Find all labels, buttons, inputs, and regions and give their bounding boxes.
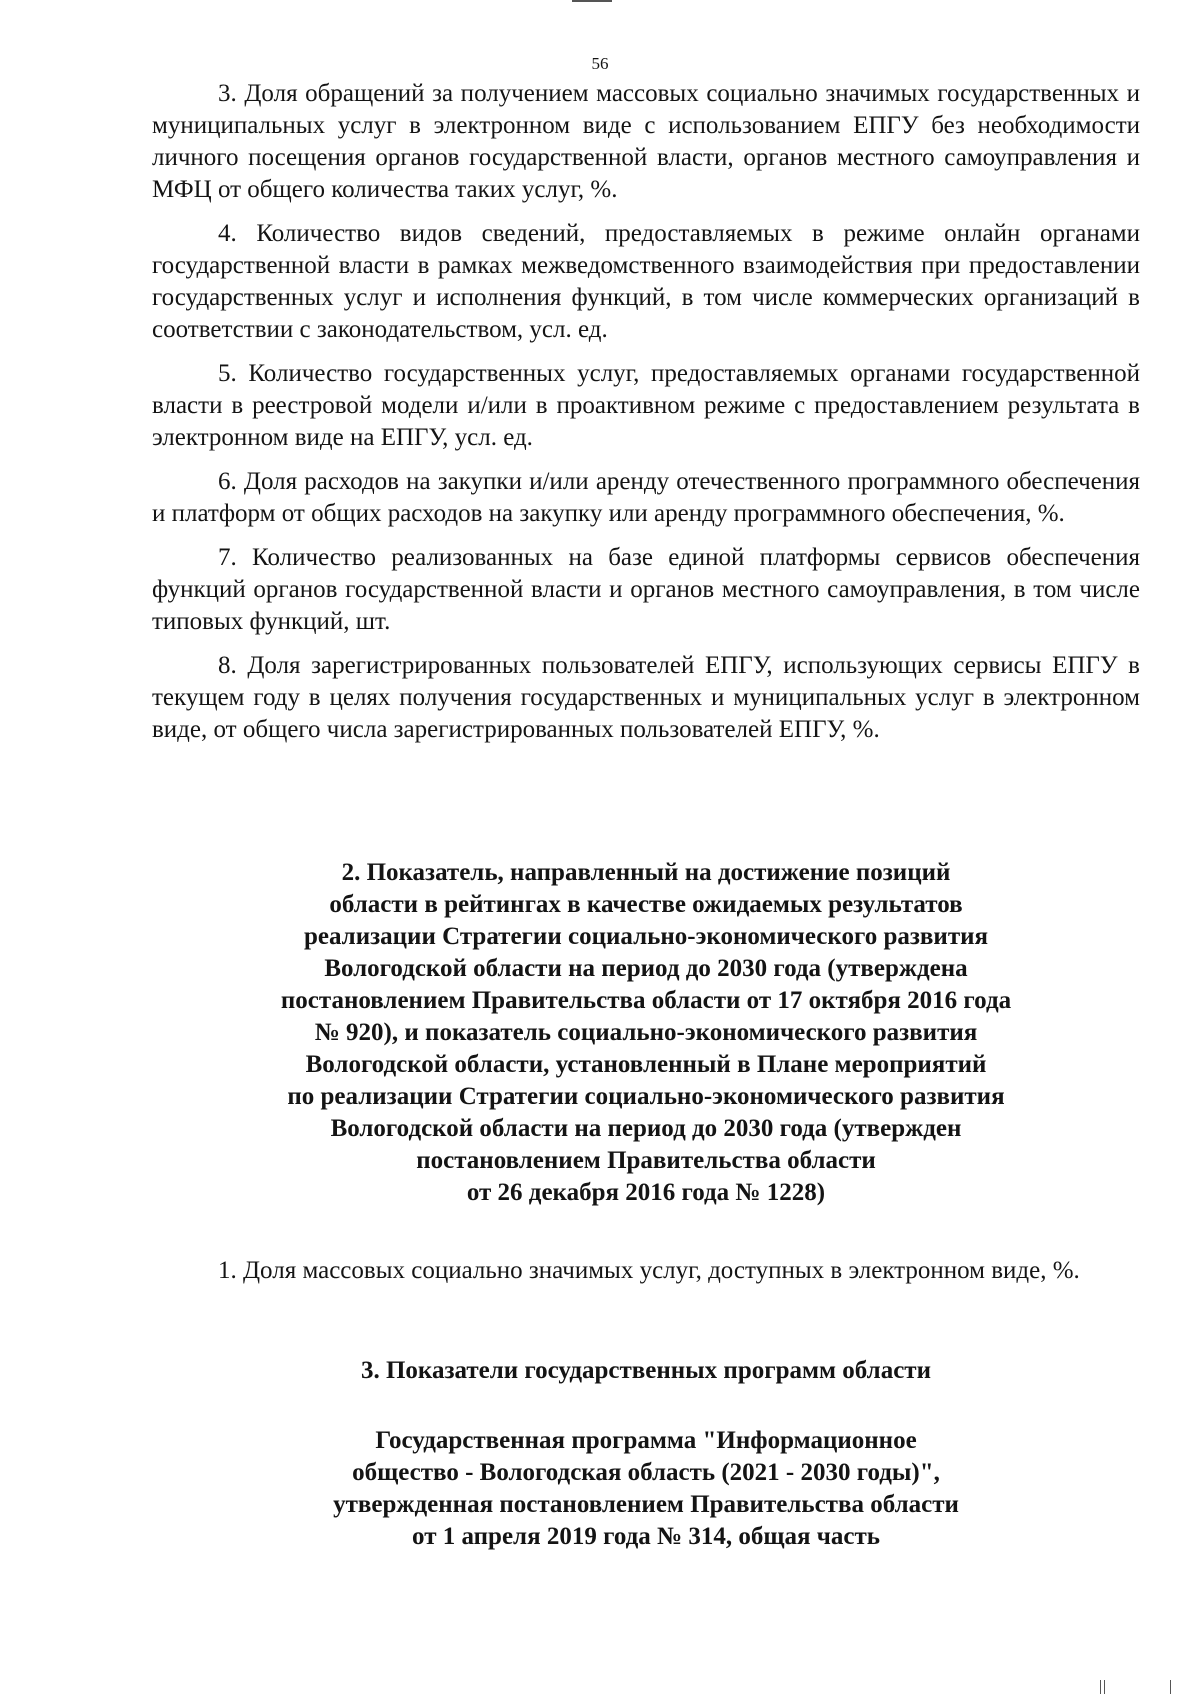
indicator-list — [152, 78, 1140, 758]
section-2-heading-line: Вологодской области на период до 2030 года (утвержден — [330, 1115, 962, 1142]
program-heading-line: Государственная программа "Информационное — [375, 1427, 917, 1454]
section-2-heading-line: от 26 декабря 2016 года № 1228) — [466, 1179, 826, 1206]
program-heading-line: от 1 апреля 2019 года № 314, общая часть — [412, 1523, 880, 1550]
section-2-heading-line: реализации Стратегии социально-экономического развития — [303, 923, 989, 950]
section-2-indicator-1: 1. Доля массовых социально значимых услуг, доступных в электронном виде, %. — [218, 1257, 1080, 1284]
indicator-paragraph-7: 7. Количество реализованных на базе единой платформы сервисов обеспечения функций органов государственной власти и органов местного самоуправления, в том числе типовых функций, шт. — [152, 544, 1140, 635]
section-3-heading: 3. Показатели государственных программ области — [360, 1357, 931, 1384]
program-heading — [152, 1425, 1140, 1553]
section-2-heading-line: 2. Показатель, направленный на достижение позиций — [341, 859, 951, 886]
section-2-heading-line: Вологодской области, установленный в Плане мероприятий — [305, 1051, 987, 1078]
section-2-heading — [152, 857, 1140, 1209]
section-2-heading-line: Вологодской области на период до 2030 года (утверждена — [324, 955, 968, 982]
scan-artifact-bottom — [1104, 1680, 1105, 1694]
indicator-paragraph-4: 4. Количество видов сведений, предоставляемых в режиме онлайн органами государственной власти в рамках межведомственного взаимодействия при предоставлении государственных услуг и исполнения функций, в том числе коммерческих организаций в соответствии с законодательством, усл. ед. — [152, 220, 1140, 343]
indicator-paragraph-8: 8. Доля зарегистрированных пользователей ЕПГУ, использующих сервисы ЕПГУ в текущем году в целях получения государственных и муниципальных услуг в электронном виде, от общего числа зарегистрированных пользователей ЕПГУ, %. — [152, 652, 1140, 743]
page-number: 56 — [591, 54, 609, 73]
program-heading-line: общество - Вологодская область (2021 - 2030 годы)", — [352, 1459, 940, 1486]
indicator-paragraph-3: 3. Доля обращений за получением массовых социально значимых государственных и муниципальных услуг в электронном виде с использованием ЕПГУ без необходимости личного посещения органов государственной власти, органов местного самоуправления и МФЦ от общего количества таких услуг, %. — [152, 80, 1140, 203]
indicator-paragraph-5: 5. Количество государственных услуг, предоставляемых органами государственной власти в реестровой модели и/или в проактивном режиме с предоставлением результата в электронном виде на ЕПГУ, усл. ед. — [152, 360, 1140, 451]
indicator-paragraph-6: 6. Доля расходов на закупки и/или аренду отечественного программного обеспечения и платформ от общих расходов на закупку или аренду программного обеспечения, %. — [152, 468, 1140, 527]
scan-artifact-bottom — [1170, 1680, 1171, 1694]
section-2-heading-line: постановлением Правительства области — [416, 1147, 876, 1174]
section-2-heading-line: № 920), и показатель социально-экономического развития — [314, 1019, 978, 1046]
section-2-heading-line: по реализации Стратегии социально-экономического развития — [287, 1083, 1005, 1110]
section-2-indicator-list — [152, 1255, 1140, 1299]
scan-artifact-bottom — [1100, 1680, 1101, 1694]
section-2-heading-line: области в рейтингах в качестве ожидаемых результатов — [329, 891, 963, 918]
scan-artifact-top — [572, 0, 612, 2]
section-2-heading-line: постановлением Правительства области от 17 октября 2016 года — [280, 987, 1012, 1014]
program-heading-line: утвержденная постановлением Правительства области — [333, 1491, 959, 1518]
